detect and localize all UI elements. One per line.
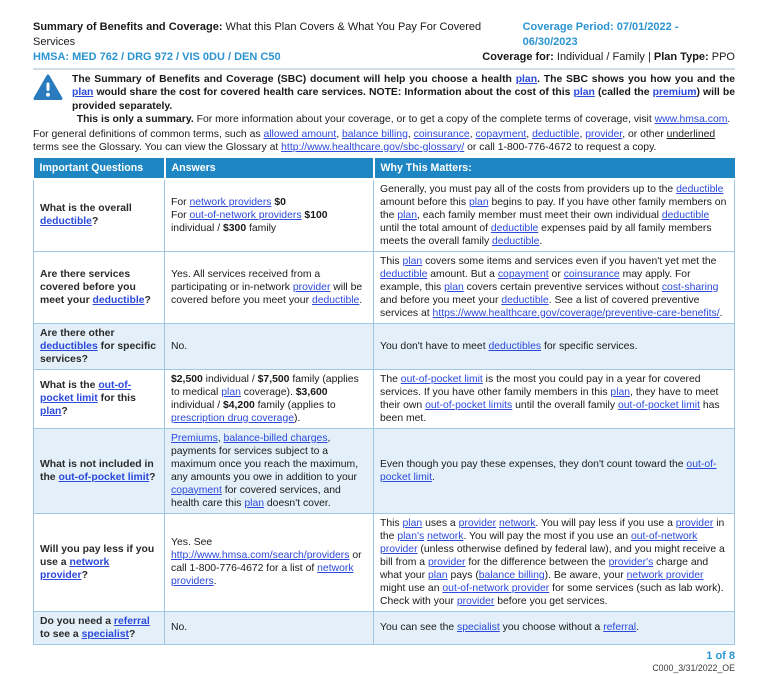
col-why-this-matters: Why This Matters:	[374, 158, 735, 179]
table-row	[34, 369, 735, 428]
term-link[interactable]: plan	[402, 255, 423, 267]
notice-text	[72, 73, 735, 127]
term-link[interactable]: provider's	[608, 556, 654, 568]
page-title	[33, 20, 523, 50]
term-link[interactable]: deductibles	[40, 340, 98, 352]
term-link[interactable]: deductible	[490, 222, 539, 234]
answer-cell: Yes. See http://www.hmsa.com/search/providers or call 1-800-776-4672 for a list of network providers.	[165, 513, 374, 611]
term-link[interactable]: out-of-pocket limit	[617, 399, 700, 411]
term-link[interactable]: deductible	[501, 294, 549, 306]
why-cell: Generally, you must pay all of the costs from providers up to the deductible amount before this plan begins to pay. If you have other family members on the plan, each family member must meet their own individual deductible until the total amount of deductible expenses paid by all family members meets the overall family deductible.	[374, 179, 735, 252]
term-link[interactable]: plan	[610, 386, 631, 398]
page-number: 1 of 8	[706, 649, 735, 662]
term-link[interactable]: network provider	[626, 569, 704, 581]
why-cell: This plan uses a provider network. You will pay less if you use a provider in the plan's network. You will pay the most if you use an out-of-network provider (unless otherwise defined by federal law), and you might receive a bill from a provider for the difference between the provider's charge and what your plan pays (balance billing). Be aware, your network provider might use an out-of-network provider for some services (such as lab work). Check with your provider before you get services.	[374, 513, 735, 611]
table-row	[34, 323, 735, 369]
term-link[interactable]: plan	[221, 386, 241, 398]
why-cell: You can see the specialist you choose without a referral.	[374, 611, 735, 644]
col-answers: Answers	[165, 158, 374, 179]
term-link[interactable]: copayment	[171, 484, 222, 496]
answer-cell: No.	[165, 323, 374, 369]
term-link[interactable]: balance billing	[478, 569, 545, 581]
why-cell: Even though you pay these expenses, they don't count toward the out-of-pocket limit.	[374, 428, 735, 513]
page-subtitle: What this Plan Covers & What You Pay For Covered Services	[33, 21, 482, 48]
term-link[interactable]: allowed amount	[263, 128, 337, 140]
term-link[interactable]: specialist	[81, 628, 129, 640]
term-link[interactable]: network providers	[171, 563, 354, 588]
notice-summary-line: This is only a summary. For more information about your coverage, or to get a copy of the complete terms of coverage, visit www.hmsa.com.	[76, 114, 731, 126]
term-link[interactable]: www.hmsa.com	[654, 114, 728, 126]
term-link[interactable]: cost-sharing	[661, 281, 719, 293]
question-cell: What is the overall deductible?	[34, 179, 165, 252]
term-link[interactable]: referral	[113, 615, 150, 627]
term-link[interactable]: balance billing	[342, 128, 408, 140]
term-link[interactable]: plan	[40, 406, 62, 418]
question-cell: Will you pay less if you use a network provider?	[34, 513, 165, 611]
term-link[interactable]: copayment	[497, 268, 549, 280]
coverage-for: Coverage for: Individual / Family | Plan Type: PPO	[482, 51, 735, 63]
term-link[interactable]: out-of-pocket limits	[425, 399, 513, 411]
term-link[interactable]: plan	[468, 196, 489, 208]
term-link[interactable]: out-of-pocket limit	[58, 471, 150, 483]
term-link[interactable]: network provider	[40, 556, 110, 581]
header-row-1	[33, 20, 735, 50]
term-link[interactable]: plan	[444, 281, 464, 293]
term-link[interactable]: coinsurance	[563, 268, 620, 280]
term-link[interactable]: out-of-network providers	[189, 209, 302, 221]
sbc-notice	[33, 73, 735, 127]
term-link[interactable]: deductible	[661, 209, 710, 221]
term-link[interactable]: coinsurance	[413, 128, 470, 140]
question-cell: Are there services covered before you meet your deductible?	[34, 251, 165, 323]
term-link[interactable]: provider	[675, 517, 714, 529]
term-link[interactable]: deductible	[380, 268, 428, 280]
term-link[interactable]: plan	[397, 209, 417, 221]
benefits-table	[33, 158, 735, 645]
term-link[interactable]: prescription drug coverage	[171, 412, 295, 424]
col-important-questions: Important Questions	[34, 158, 165, 179]
term-link[interactable]: balance-billed charges	[223, 432, 328, 444]
warning-triangle-icon	[33, 73, 63, 127]
why-cell: The out-of-pocket limit is the most you could pay in a year for covered services. If you have other family members in this plan, they have to meet their own out-of-pocket limits until the overall family out-of-pocket limit has been met.	[374, 369, 735, 428]
term-link[interactable]: deductible	[532, 128, 580, 140]
term-link[interactable]: network providers	[189, 196, 272, 208]
term-link[interactable]: out-of-pocket limit	[40, 380, 132, 405]
table-header-row	[34, 158, 735, 179]
term-link[interactable]: deductible	[492, 235, 540, 247]
table-row	[34, 513, 735, 611]
answer-cell: No.	[165, 611, 374, 644]
term-link[interactable]: provider	[458, 517, 497, 529]
header-row-2	[33, 50, 735, 65]
answer-cell: Yes. All services received from a participating or in-network provider will be covered before you meet your deductible.	[165, 251, 374, 323]
doc-code: C000_3/31/2022_OE	[652, 662, 735, 673]
notice-paragraph: The Summary of Benefits and Coverage (SBC) document will help you choose a health plan. The SBC shows you how you and the plan would share the cost for covered health care services. NOTE: Information about the cost of this plan (called the premium) will be provided separately.	[72, 74, 735, 112]
answer-cell: For network providers $0 For out-of-network providers $100 individual / $300 family	[165, 179, 374, 252]
term-link[interactable]: provider	[427, 556, 466, 568]
term-link[interactable]: out-of-pocket limit	[400, 373, 483, 385]
term-link[interactable]: plan	[427, 569, 448, 581]
table-row	[34, 251, 735, 323]
term-link[interactable]: http://www.hmsa.com/search/providers	[171, 550, 350, 562]
answer-cell: $2,500 individual / $7,500 family (applies to medical plan coverage). $3,600 individual / $4,200 family (applies to prescription drug coverage).	[165, 369, 374, 428]
term-link[interactable]: provider	[585, 128, 623, 140]
term-link[interactable]: deductible	[676, 183, 724, 195]
term-link[interactable]: deductibles	[488, 340, 542, 352]
term-link[interactable]: deductible	[311, 294, 360, 306]
term-link[interactable]: plan	[244, 497, 265, 509]
term-link[interactable]: out-of-network provider	[442, 582, 550, 594]
header-divider	[33, 68, 735, 70]
page-title-label: Summary of Benefits and Coverage:	[33, 21, 223, 33]
term-link[interactable]: Premiums	[171, 432, 218, 444]
term-link[interactable]: copayment	[475, 128, 527, 140]
term-link[interactable]: deductible	[92, 294, 145, 306]
term-link[interactable]: referral	[603, 622, 637, 634]
term-link[interactable]: deductible	[40, 216, 92, 228]
term-link[interactable]: provider	[292, 281, 331, 293]
term-link[interactable]: provider	[456, 595, 495, 607]
term-link[interactable]: network	[427, 530, 464, 542]
answer-cell: Premiums, balance-billed charges, payments for services subject to a maximum once you reach the maximum, any amounts you owe in addition to your copayment for covered services, and health care this plan doesn't cover.	[165, 428, 374, 513]
term-link[interactable]: out-of-network provider	[380, 530, 698, 555]
benefits-table-body	[34, 179, 735, 645]
term-link[interactable]: out-of-pocket limit	[380, 458, 717, 483]
term-link[interactable]: plan's	[397, 530, 425, 542]
term-link[interactable]: plan	[72, 87, 94, 99]
glossary-note: For general definitions of common terms, such as allowed amount, balance billing, coinsurance, copayment, deductible, provider, or other underlined terms see the Glossary. You can view the Glossary at http://www.healthcare.gov/sbc-glossary/ or call 1-800-776-4672 to request a copy.	[33, 128, 716, 153]
why-cell: This plan covers some items and services even if you haven't yet met the deductible amount. But a copayment or coinsurance may apply. For example, this plan covers certain preventive services without cost-sharing and before you meet your deductible. See a list of covered preventive services at https://www.healthcare.gov/coverage/preventive-care-benefits/.	[374, 251, 735, 323]
table-row	[34, 611, 735, 644]
question-cell: What is not included in the out-of-pocket limit?	[34, 428, 165, 513]
term-link[interactable]: https://www.healthcare.gov/coverage/preventive-care-benefits/	[432, 307, 720, 319]
question-cell: Do you need a referral to see a specialist?	[34, 611, 165, 644]
term-link[interactable]: premium	[652, 87, 697, 99]
coverage-period: Coverage Period: 07/01/2022 - 06/30/2023	[522, 21, 679, 48]
question-cell: What is the out-of-pocket limit for this plan?	[34, 369, 165, 428]
term-link[interactable]: plan	[573, 87, 595, 99]
table-row	[34, 428, 735, 513]
page-footer	[33, 650, 735, 674]
term-link[interactable]: http://www.healthcare.gov/sbc-glossary/	[281, 141, 465, 153]
question-cell: Are there other deductibles for specific services?	[34, 323, 165, 369]
why-cell: You don't have to meet deductibles for specific services.	[374, 323, 735, 369]
table-row	[34, 179, 735, 252]
term-link[interactable]: specialist	[457, 622, 500, 634]
plan-codes: HMSA: MED 762 / DRG 972 / VIS 0DU / DEN C50	[33, 51, 281, 63]
term-link[interactable]: network	[499, 517, 536, 529]
term-link[interactable]: plan	[402, 517, 423, 529]
term-link[interactable]: plan	[515, 74, 538, 85]
